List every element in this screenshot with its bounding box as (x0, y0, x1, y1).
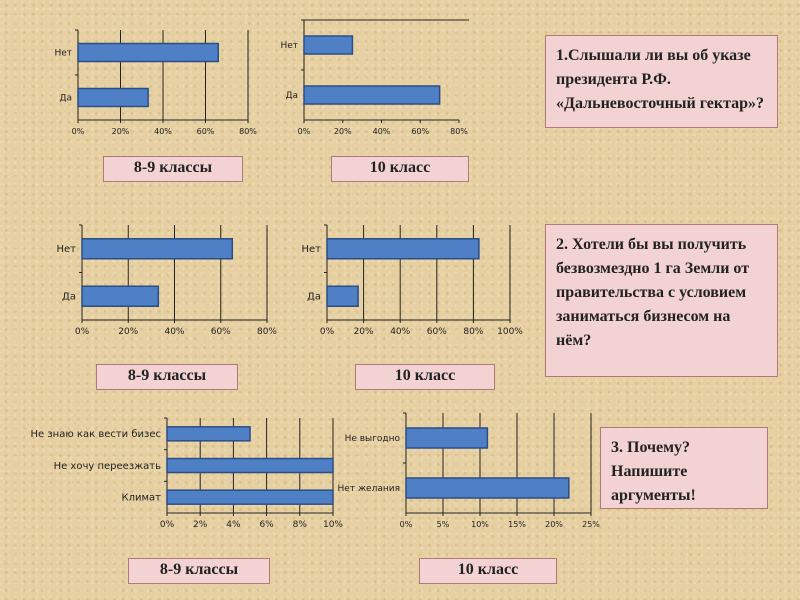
bar (304, 86, 440, 104)
bar (167, 427, 250, 441)
x-tick-label: 0% (399, 520, 413, 529)
x-tick-label: 60% (210, 327, 231, 337)
x-tick-label: 15% (508, 520, 526, 529)
bar (167, 459, 333, 473)
group-label-2: 10 класс (331, 156, 469, 182)
bar (167, 490, 333, 504)
group-label-6: 10 класс (419, 558, 557, 584)
question-1: 1.Слышали ли вы об указе президента Р.Ф. «Дальневосточный гектар»? (545, 35, 778, 128)
category-label: Нет желания (337, 484, 400, 494)
category-label: Нет (280, 41, 298, 51)
bar (327, 286, 358, 306)
category-label: Нет (54, 48, 72, 59)
x-tick-label: 20% (353, 327, 374, 337)
bar (82, 239, 232, 259)
x-tick-label: 10% (322, 520, 344, 530)
x-tick-label: 0% (297, 127, 311, 136)
bar (82, 286, 158, 306)
chart-6 (330, 405, 600, 540)
x-tick-label: 4% (226, 520, 241, 530)
x-tick-label: 40% (164, 327, 185, 337)
x-tick-label: 20% (111, 127, 130, 136)
chart-2 (272, 15, 487, 140)
chart-1 (30, 20, 260, 140)
question-3: 3. Почему? Напишите аргументы! (600, 427, 768, 509)
x-tick-label: 20% (118, 327, 139, 337)
category-label: Да (285, 91, 298, 101)
x-tick-label: 40% (154, 127, 172, 136)
question-2: 2. Хотели бы вы получить безвозмездно 1 га Земли от правительства с условием заниматься бизнесом на нём? (545, 224, 778, 377)
category-label: Нет (56, 244, 76, 256)
group-label-5: 8-9 классы (128, 558, 270, 584)
x-tick-label: 60% (196, 127, 215, 136)
x-tick-label: 40% (390, 327, 411, 337)
category-label: Да (59, 93, 72, 104)
x-tick-label: 80% (463, 327, 484, 337)
category-label: Не знаю как вести бизес (30, 429, 161, 441)
category-label: Климат (121, 492, 161, 504)
x-tick-label: 0% (71, 127, 85, 136)
bar (304, 36, 352, 54)
x-tick-label: 60% (411, 127, 430, 136)
x-tick-label: 40% (372, 127, 391, 136)
category-label: Да (62, 291, 76, 303)
x-tick-label: 80% (256, 327, 278, 337)
x-tick-label: 80% (239, 127, 257, 136)
category-label: Не выгодно (344, 434, 400, 444)
x-tick-label: 2% (193, 520, 208, 530)
x-tick-label: 0% (159, 520, 175, 530)
x-tick-label: 5% (436, 520, 450, 529)
group-label-1: 8-9 классы (103, 156, 243, 182)
x-tick-label: 8% (292, 520, 307, 530)
category-label: Не хочу переезжать (53, 460, 161, 472)
x-tick-label: 0% (74, 327, 90, 337)
chart-5 (10, 410, 350, 540)
group-label-4: 10 класс (355, 364, 495, 390)
category-label: Да (307, 291, 321, 303)
x-tick-label: 100% (497, 327, 523, 337)
category-label: Нет (301, 244, 321, 256)
x-tick-label: 80% (450, 127, 468, 136)
bar (327, 239, 479, 259)
bar (78, 89, 148, 107)
bar (406, 428, 487, 448)
x-tick-label: 25% (582, 520, 600, 529)
x-tick-label: 0% (319, 327, 335, 337)
group-label-3: 8-9 классы (96, 364, 238, 390)
x-tick-label: 60% (426, 327, 447, 337)
bar (78, 44, 218, 62)
bar (406, 478, 569, 498)
x-tick-label: 10% (471, 520, 489, 529)
x-tick-label: 6% (259, 520, 274, 530)
x-tick-label: 20% (545, 520, 563, 529)
chart-3 (40, 215, 280, 345)
x-tick-label: 20% (333, 127, 352, 136)
chart-4 (285, 215, 523, 345)
